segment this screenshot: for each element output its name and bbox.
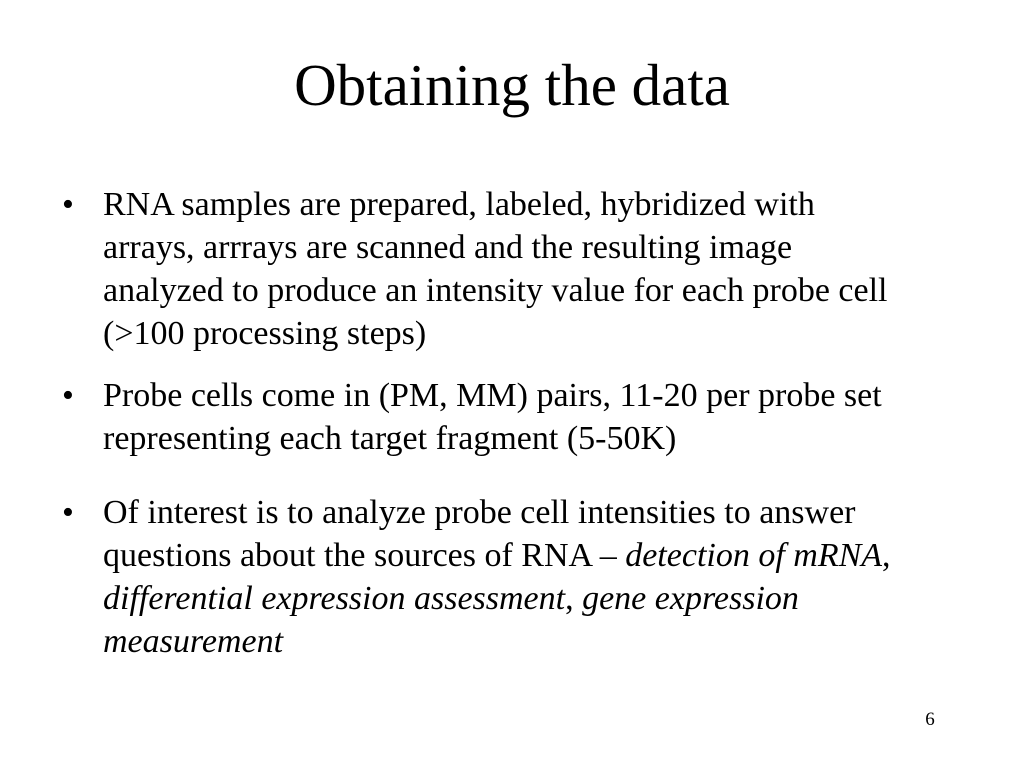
bullet-dot-icon: • [62, 494, 74, 531]
bullet-dot-icon: • [62, 377, 74, 414]
bullet-text-3-italic-differential: differential expression assessment [103, 580, 566, 617]
bullet-text-1: RNA samples are prepared, labeled, hybridized with arrays, arrrays are scanned and the resulting image analyzed to produce an intensity value for each probe cell (>100 processing steps) [103, 186, 888, 352]
page-number: 6 [925, 709, 935, 730]
bullet-text-3-separator-1: , [882, 537, 891, 574]
bullet-text-3-separator-2: , [565, 580, 583, 617]
bullet-text-3-italic-measurement: gene expression measurement [103, 580, 799, 660]
bullet-item-3 [62, 491, 912, 663]
bullet-item-1 [62, 183, 912, 355]
slide-title: Obtaining the data [294, 52, 730, 118]
bullet-dot-icon: • [62, 186, 74, 223]
bullet-list [62, 183, 912, 682]
bullet-text-2: Probe cells come in (PM, MM) pairs, 11-20 per probe set representing each target fragment (5-50K) [103, 377, 882, 457]
bullet-text-3-italic-detection: detection of mRNA [625, 537, 883, 574]
bullet-text-3-lead: Of interest is to analyze probe cell intensities to answer questions about the sources of RNA – [103, 494, 856, 574]
bullet-item-2 [62, 374, 912, 460]
